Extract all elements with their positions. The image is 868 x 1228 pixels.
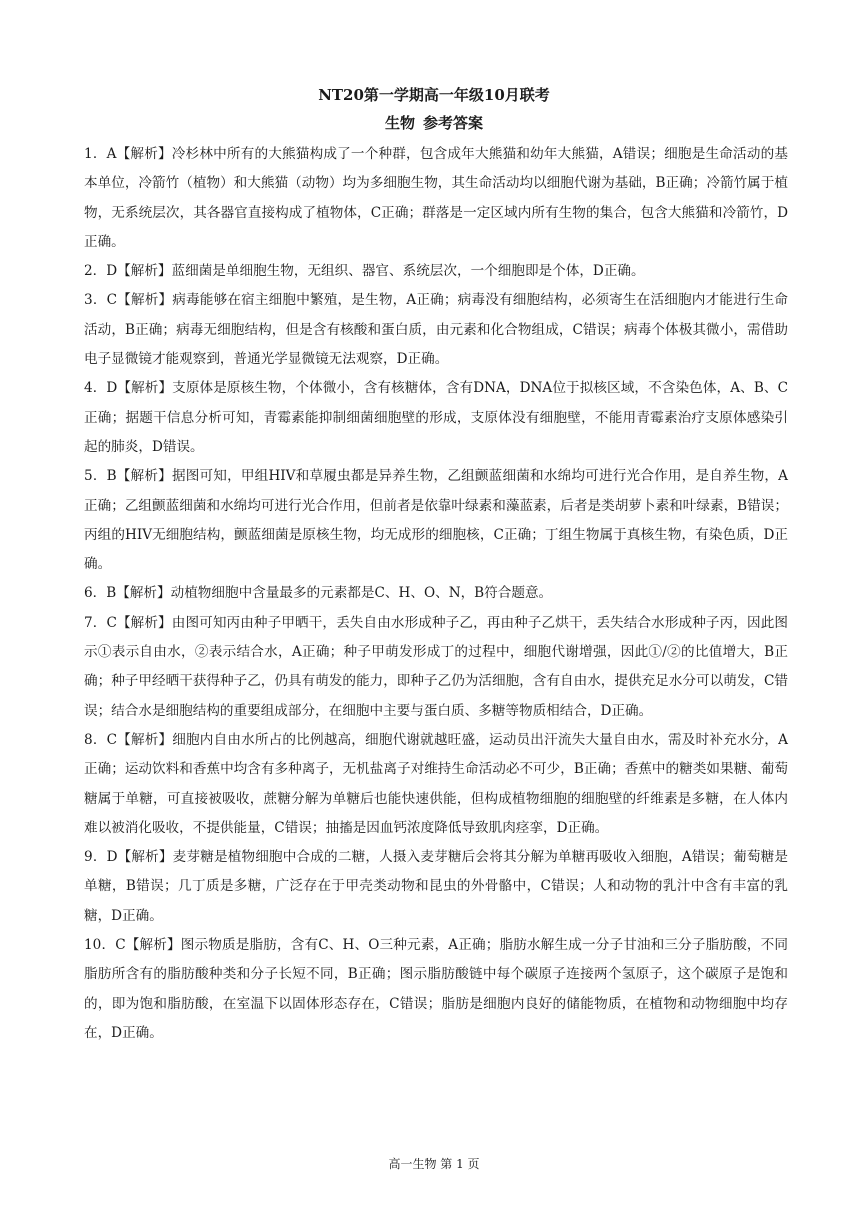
exam-title: NT20第一学期高一年级10月联考 — [318, 86, 550, 104]
answer-item-4: 4．D【解析】支原体是原核生物，个体微小，含有核糖体，含有DNA，DNA位于拟核区域，不含染色体，A、B、C正确；据题干信息分析可知，青霉素能抑制细菌细胞壁的形成，支原体没有细胞壁，不能用青霉素治疗支原体感染引起的肺炎，D错误。 — [84, 380, 788, 455]
answer-item-8: 8．C【解析】细胞内自由水所占的比例越高，细胞代谢就越旺盛，运动员出汗流失大量自由水，需及时补充水分，A正确；运动饮料和香蕉中均含有多种离子，无机盐离子对维持生命活动必不可少，B正确；香蕉中的糖类如果糖、葡萄糖属于单糖，可直接被吸收，蔗糖分解为单糖后也能快速供能，但构成植物细胞的细胞壁的纤维素是多糖，在人体内难以被消化吸收，不提供能量，C错误；抽搐是因血钙浓度降低导致肌肉痉挛，D正确。 — [84, 731, 788, 836]
answer-item-9: 9．D【解析】麦芽糖是植物细胞中合成的二糖，人摄入麦芽糖后会将其分解为单糖再吸收入细胞，A错误；葡萄糖是单糖，B错误；几丁质是多糖，广泛存在于甲壳类动物和昆虫的外骨骼中，C错误；人和动物的乳汁中含有丰富的乳糖，D正确。 — [84, 849, 788, 924]
answer-key-label: 参考答案 — [423, 114, 484, 132]
answer-item-3: 3．C【解析】病毒能够在宿主细胞中繁殖，是生物，A正确；病毒没有细胞结构，必须寄生在活细胞内才能进行生命活动，B正确；病毒无细胞结构，但是含有核酸和蛋白质，由元素和化合物组成，C错误；病毒个体极其微小，需借助电子显微镜才能观察到，普通光学显微镜无法观察，D正确。 — [84, 292, 788, 368]
answer-item-1: 1．A【解析】冷杉林中所有的大熊猫构成了一个种群，包含成年大熊猫和幼年大熊猫，A错误；细胞是生命活动的基本单位，冷箭竹（植物）和大熊猫（动物）均为多细胞生物，其生命活动均以细胞代谢为基础，B正确；冷箭竹属于植物，无系统层次，其各器官直接构成了植物体，C正确；群落是一定区域内所有生物的集合，包含大熊猫和冷箭竹，D正确。 — [84, 146, 788, 250]
answer-list — [84, 140, 788, 1048]
answer-item-6: 6．B【解析】动植物细胞中含量最多的元素都是C、H、O、N，B符合题意。 — [84, 585, 553, 602]
answer-item-2: 2．D【解析】蓝细菌是单细胞生物，无组织、器官、系统层次，一个细胞即是个体，D正确。 — [84, 263, 645, 280]
subject-label: 生物 — [384, 114, 415, 132]
exam-subtitle — [0, 112, 868, 134]
answer-item-10: 10．C【解析】图示物质是脂肪，含有C、H、O三种元素，A正确；脂肪水解生成一分子甘油和三分子脂肪酸，不同脂肪所含有的脂肪酸种类和分子长短不同，B正确；图示脂肪酸链中每个碳原子连接两个氢原子，这个碳原子是饱和的，即为饱和脂肪酸，在室温下以固体形态存在，C错误；脂肪是细胞内良好的储能物质，在植物和动物细胞中均存在，D正确。 — [84, 937, 788, 1041]
page-footer: 高一生物 第 1 页 — [388, 1157, 480, 1171]
answer-item-7: 7．C【解析】由图可知丙由种子甲晒干，丢失自由水形成种子乙，再由种子乙烘干，丢失结合水形成种子丙，因此图示①表示自由水，②表示结合水，A正确；种子甲萌发形成丁的过程中，细胞代谢增强，因此①/②的比值增大，B正确；种子甲经晒干获得种子乙，仍具有萌发的能力，即种子乙仍为活细胞，含有自由水，提供充足水分可以萌发，C错误；结合水是细胞结构的重要组成部分，在细胞中主要与蛋白质、多糖等物质相结合，D正确。 — [84, 614, 788, 719]
answer-item-5: 5．B【解析】据图可知，甲组HIV和草履虫都是异养生物，乙组颤蓝细菌和水绵均可进行光合作用，是自养生物，A正确；乙组颤蓝细菌和水绵均可进行光合作用，但前者是依靠叶绿素和藻蓝素，后者是类胡萝卜素和叶绿素，B错误；丙组的HIV无细胞结构，颤蓝细菌是原核生物，均无成形的细胞核，C正确；丁组生物属于真核生物，有染色质，D正确。 — [84, 468, 788, 573]
